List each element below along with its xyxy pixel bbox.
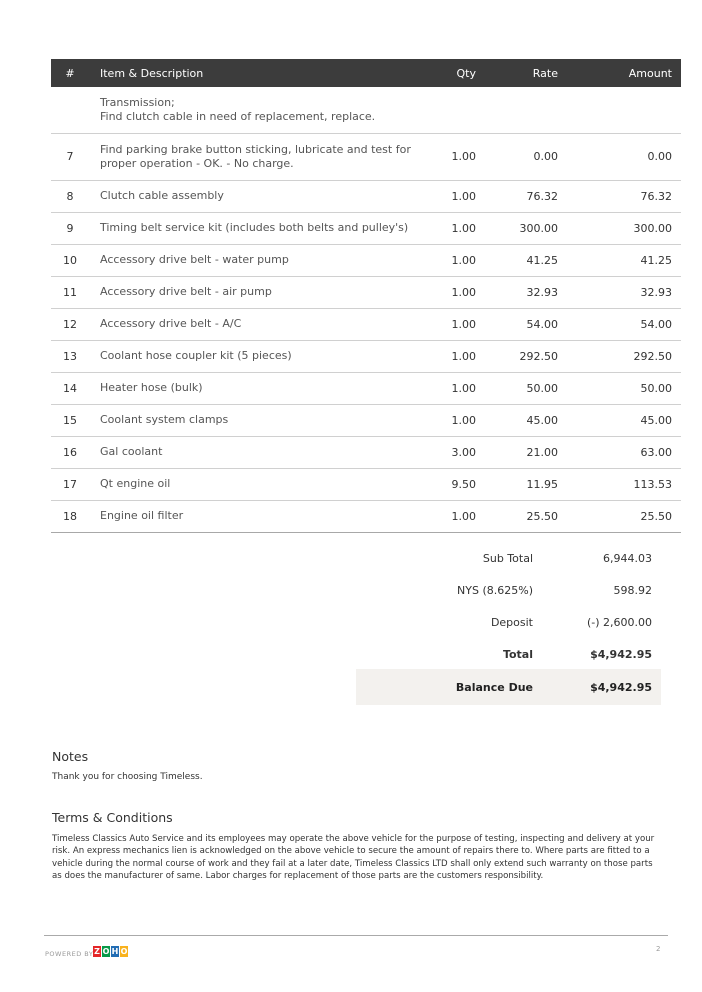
row-qty: 1.00 [425,404,476,436]
row-description: Heater hose (bulk) [89,372,425,404]
header-rate: Rate [476,59,558,87]
header-description: Item & Description [89,59,425,87]
notes-text: Thank you for choosing Timeless. [52,772,203,782]
row-amount: 113.53 [558,468,681,500]
row-rate: 32.93 [476,276,558,308]
row-description: Find parking brake button sticking, lubricate and test for proper operation - OK. - No charge. [89,133,425,180]
row-qty: 1.00 [425,212,476,244]
row-num: 13 [51,340,89,372]
row-amount: 300.00 [558,212,681,244]
table-row [51,180,681,212]
row-rate: 21.00 [476,436,558,468]
terms-heading: Terms & Conditions [52,810,173,825]
balance-due-value: $4,942.95 [590,681,652,694]
row-description: Accessory drive belt - air pump [89,276,425,308]
table-row [51,133,681,180]
row-num: 12 [51,308,89,340]
row-num: 8 [51,180,89,212]
row-rate: 41.25 [476,244,558,276]
zoho-logo [93,946,128,957]
total-label: Total [502,648,533,661]
row-num: 16 [51,436,89,468]
row-qty: 1.00 [425,308,476,340]
row-rate: 25.50 [476,500,558,532]
table-row [51,468,681,500]
row-qty: 1.00 [425,133,476,180]
table-row [51,308,681,340]
header-qty: Qty [425,59,476,87]
row-num: 15 [51,404,89,436]
total-row [356,637,661,669]
row-qty: 1.00 [425,276,476,308]
row-description: Clutch cable assembly [89,180,425,212]
row-amount: 32.93 [558,276,681,308]
tax-row [356,573,661,605]
row-description: Coolant system clamps [89,404,425,436]
row-num: 10 [51,244,89,276]
subtotal-row [356,541,661,573]
row-description: Accessory drive belt - A/C [89,308,425,340]
table-row [51,340,681,372]
tax-label: NYS (8.625%) [457,584,533,597]
table-row [51,212,681,244]
row-qty: 1.00 [425,500,476,532]
table-header-row [51,59,681,87]
row-amount: 41.25 [558,244,681,276]
row-amount: 76.32 [558,180,681,212]
zoho-logo-letter: O [102,947,110,956]
tax-value: 598.92 [613,584,652,597]
row-description: Accessory drive belt - water pump [89,244,425,276]
row-amount: 54.00 [558,308,681,340]
row-description: Coolant hose coupler kit (5 pieces) [89,340,425,372]
row-qty: 1.00 [425,372,476,404]
line-items-table [51,59,681,533]
row-description: Timing belt service kit (includes both belts and pulley's) [89,212,425,244]
table-row [51,244,681,276]
table-row [51,404,681,436]
deposit-row [356,605,661,637]
total-value: $4,942.95 [590,648,652,661]
header-amount: Amount [558,59,681,87]
table-row [51,436,681,468]
row-rate: 54.00 [476,308,558,340]
zoho-logo-letter: Z [94,947,100,956]
row-qty: 1.00 [425,180,476,212]
row-qty: 1.00 [425,340,476,372]
row-num: 17 [51,468,89,500]
table-row [51,500,681,532]
deposit-value: (-) 2,600.00 [586,616,652,629]
subtotal-value: 6,944.03 [603,552,652,565]
row-num: 11 [51,276,89,308]
header-num: # [51,59,89,87]
row-num: 14 [51,372,89,404]
table-row [51,372,681,404]
row-amount: 63.00 [558,436,681,468]
row-rate: 0.00 [476,133,558,180]
subtotal-label: Sub Total [482,552,533,565]
row-description: Gal coolant [89,436,425,468]
row-amount: 45.00 [558,404,681,436]
powered-by-text: POWERED BY [45,950,94,958]
row-amount: 292.50 [558,340,681,372]
zoho-logo-letter: H [111,947,119,956]
table-row-continued [51,87,681,133]
footer-divider [44,935,668,936]
row-amount: 50.00 [558,372,681,404]
row-amount: 0.00 [558,133,681,180]
row-rate: 292.50 [476,340,558,372]
page-number: 2 [656,945,661,953]
row-qty: 3.00 [425,436,476,468]
zoho-logo-letter: O [120,947,128,956]
row-amount: 25.50 [558,500,681,532]
continued-description: Transmission; Find clutch cable in need of replacement, replace. [89,87,425,133]
row-description: Qt engine oil [89,468,425,500]
totals-section [356,541,661,669]
row-rate: 11.95 [476,468,558,500]
deposit-label: Deposit [490,616,533,629]
row-rate: 76.32 [476,180,558,212]
row-num: 18 [51,500,89,532]
row-num: 9 [51,212,89,244]
row-rate: 300.00 [476,212,558,244]
terms-text: Timeless Classics Auto Service and its employees may operate the above vehicle for the purpose of testing, inspecting and delivery at your risk. An express mechanics lien is acknowledged on the above vehicle to secure the amount of repairs there to. Where parts are fitted to a vehicle during the normal course of work and they fail at a later date, Timeless Classics LTD shall only extend such warranty on those parts as does the manufacturer of same. Labor charges for replacement of those parts are the customers responsibility. [52,834,655,881]
row-qty: 9.50 [425,468,476,500]
notes-heading: Notes [52,749,89,764]
balance-due-row [356,669,661,705]
row-num: 7 [51,133,89,180]
balance-due-label: Balance Due [455,681,533,694]
row-description: Engine oil filter [89,500,425,532]
row-qty: 1.00 [425,244,476,276]
row-rate: 50.00 [476,372,558,404]
table-row [51,276,681,308]
row-rate: 45.00 [476,404,558,436]
